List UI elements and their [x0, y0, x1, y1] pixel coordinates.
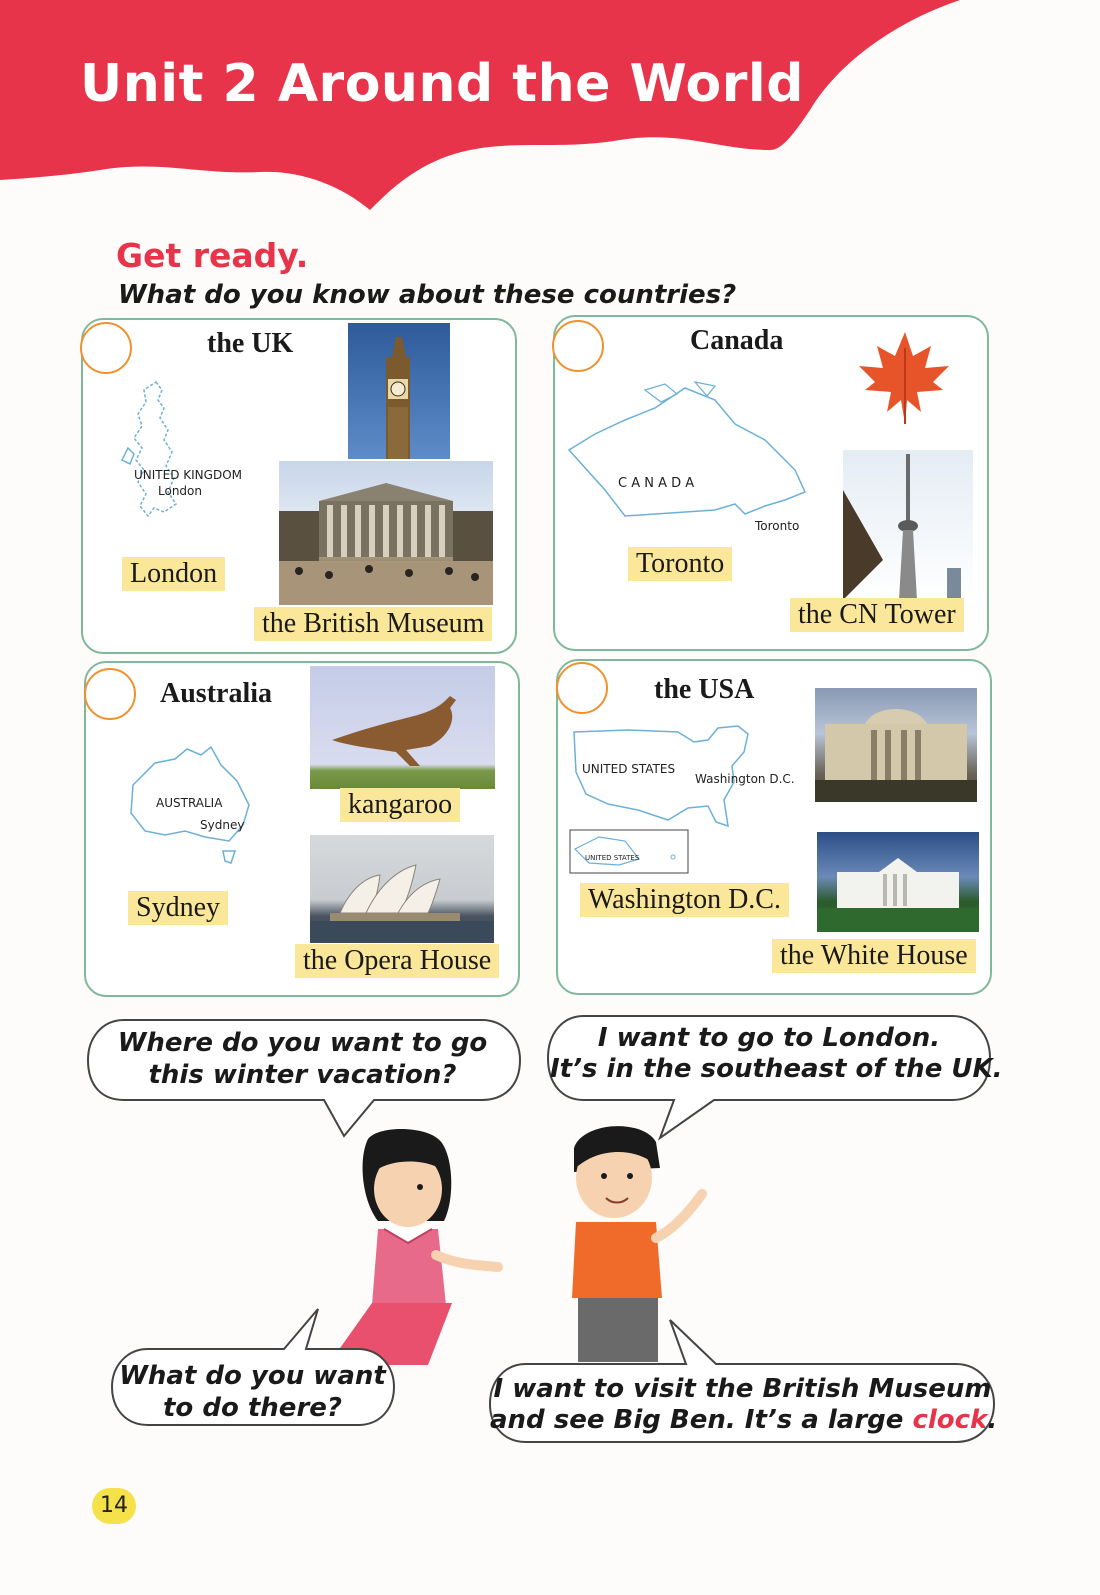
header-banner — [0, 0, 1100, 230]
canada-map — [565, 380, 810, 525]
label-london: London — [122, 557, 225, 591]
country-name-australia: Australia — [160, 678, 272, 709]
label-sydney: Sydney — [128, 891, 228, 925]
dialogue-boy-2-line-1: I want to visit the British Museum — [493, 1374, 992, 1404]
dialogue-girl-2-line-2: to do there? — [163, 1393, 342, 1423]
uk-map — [118, 378, 188, 538]
usa-map-city-label: Washington D.C. — [695, 772, 795, 786]
unit-title: Unit 2 Around the World — [80, 54, 804, 114]
dialogue-girl-2-line-1: What do you want — [119, 1361, 386, 1391]
dialogue-boy-1-line-1: I want to go to London. — [597, 1023, 941, 1053]
label-opera-house: the Opera House — [295, 944, 499, 978]
uk-map-country-label: UNITED KINGDOM — [134, 468, 242, 482]
dialogue-boy-2-line-2 — [490, 1404, 998, 1436]
usa-inset-label: UNITED STATES — [585, 854, 640, 862]
answer-circle-usa[interactable] — [556, 662, 608, 714]
australia-map-city-label: Sydney — [200, 818, 245, 832]
answer-circle-uk[interactable] — [80, 322, 132, 374]
opera-house-photo — [310, 835, 494, 943]
dialogue-boy-2-line-2-prefix: and see Big Ben. It’s a large — [490, 1405, 913, 1435]
label-toronto: Toronto — [628, 547, 732, 581]
section-heading: Get ready. — [116, 236, 309, 275]
label-kangaroo: kangaroo — [340, 788, 460, 822]
country-name-uk: the UK — [207, 328, 294, 359]
kangaroo-photo — [310, 666, 495, 789]
label-white-house: the White House — [772, 939, 976, 973]
dialogue-boy-1-line-2: It’s in the southeast of the UK. — [550, 1054, 1003, 1084]
maple-leaf-icon — [855, 328, 955, 428]
canada-map-city-label: Toronto — [755, 519, 800, 533]
country-name-usa: the USA — [654, 674, 755, 705]
label-british-museum: the British Museum — [254, 607, 492, 641]
label-washington-dc: Washington D.C. — [580, 883, 789, 917]
british-museum-photo — [279, 461, 493, 605]
australia-map-country-label: AUSTRALIA — [156, 796, 223, 810]
dialogue-girl-1-line-1: Where do you want to go — [117, 1028, 488, 1058]
usa-map-country-label: UNITED STATES — [582, 762, 676, 776]
canada-map-country-label: C A N A D A — [618, 476, 695, 491]
answer-circle-australia[interactable] — [84, 668, 136, 720]
section-question: What do you know about these countries? — [118, 280, 737, 310]
label-cn-tower: the CN Tower — [790, 598, 964, 632]
keyword-clock: clock — [912, 1405, 988, 1435]
page-number: 14 — [92, 1488, 136, 1524]
dialogue-girl-1-line-2: this winter vacation? — [148, 1060, 457, 1090]
usa-inset-map — [569, 829, 689, 874]
dialogue-boy-2-line-2-suffix: . — [987, 1405, 998, 1435]
answer-circle-canada[interactable] — [552, 320, 604, 372]
cn-tower-photo — [843, 450, 973, 600]
uk-map-city-label: London — [158, 484, 202, 498]
washington-building-photo — [815, 688, 977, 802]
country-name-canada: Canada — [690, 325, 784, 356]
white-house-photo — [817, 832, 979, 932]
big-ben-photo — [348, 323, 450, 459]
